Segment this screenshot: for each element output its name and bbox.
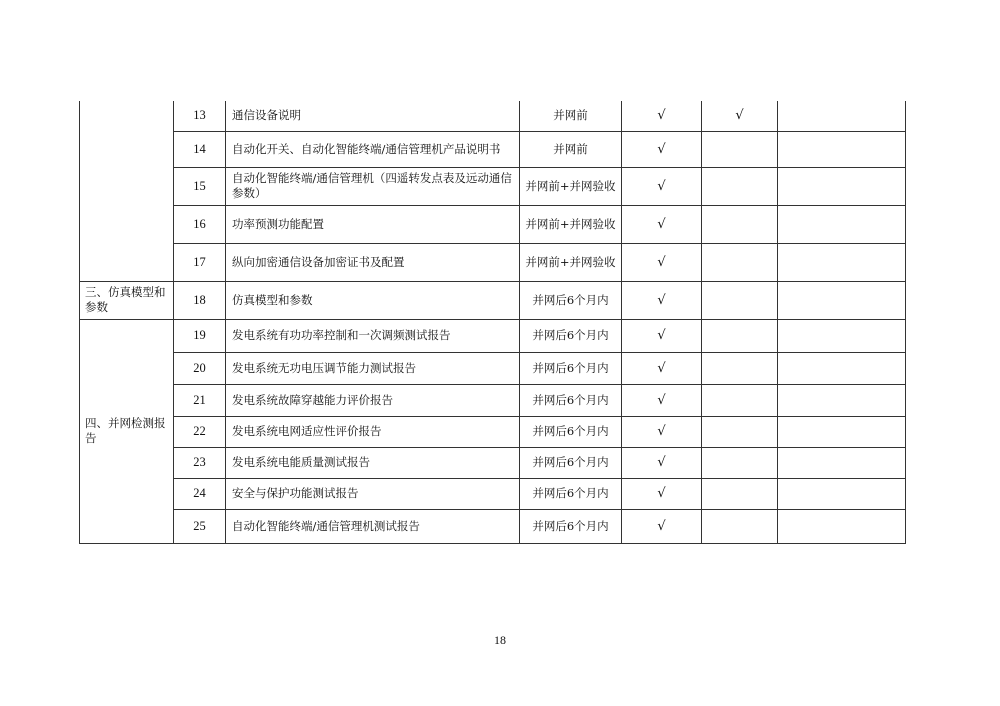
check-cell-1: √ [622,319,702,352]
table-row [80,447,906,478]
item-name-cell: 发电系统电网适应性评价报告 [226,416,520,447]
submission-time-cell: 并网后6个月内 [520,447,622,478]
remarks-cell [778,478,906,509]
check-cell-1: √ [622,167,702,205]
item-name-cell: 发电系统故障穿越能力评价报告 [226,384,520,416]
check-cell-1: √ [622,281,702,319]
table-row [80,509,906,543]
table-row [80,101,906,131]
remarks-cell [778,447,906,478]
check-cell-1: √ [622,384,702,416]
remarks-cell [778,384,906,416]
item-number-cell: 25 [174,509,226,543]
check-cell-1: √ [622,416,702,447]
submission-time-cell: 并网前 [520,131,622,167]
submission-time-cell: 并网后6个月内 [520,319,622,352]
submission-time-cell: 并网后6个月内 [520,384,622,416]
check-cell-2 [702,319,778,352]
submission-time-cell: 并网后6个月内 [520,416,622,447]
item-number-cell: 13 [174,101,226,131]
check-cell-2 [702,384,778,416]
remarks-cell [778,352,906,384]
item-number-cell: 15 [174,167,226,205]
table-row [80,167,906,205]
requirements-table [79,101,906,544]
item-number-cell: 16 [174,205,226,243]
check-cell-1: √ [622,131,702,167]
check-cell-2 [702,352,778,384]
submission-time-cell: 并网前+并网验收 [520,243,622,281]
table-row [80,416,906,447]
table-row [80,205,906,243]
item-number-cell: 20 [174,352,226,384]
remarks-cell [778,205,906,243]
item-name-cell: 发电系统无功电压调节能力测试报告 [226,352,520,384]
submission-time-cell: 并网后6个月内 [520,352,622,384]
item-number-cell: 22 [174,416,226,447]
item-name-cell: 通信设备说明 [226,101,520,131]
check-cell-2 [702,167,778,205]
check-cell-2 [702,416,778,447]
check-cell-2 [702,509,778,543]
submission-time-cell: 并网前+并网验收 [520,167,622,205]
table-row [80,243,906,281]
table-row [80,131,906,167]
item-name-cell: 安全与保护功能测试报告 [226,478,520,509]
item-name-cell: 自动化智能终端/通信管理机（四遥转发点表及远动通信参数） [226,167,520,205]
submission-time-cell: 并网后6个月内 [520,478,622,509]
check-cell-2 [702,131,778,167]
remarks-cell [778,509,906,543]
item-name-cell: 发电系统有功功率控制和一次调频测试报告 [226,319,520,352]
check-cell-1: √ [622,509,702,543]
check-cell-2: √ [702,101,778,131]
submission-time-cell: 并网前+并网验收 [520,205,622,243]
remarks-cell [778,167,906,205]
check-cell-2 [702,281,778,319]
table-row [80,384,906,416]
check-cell-1: √ [622,101,702,131]
item-number-cell: 19 [174,319,226,352]
item-name-cell: 功率预测功能配置 [226,205,520,243]
item-number-cell: 24 [174,478,226,509]
item-number-cell: 17 [174,243,226,281]
submission-time-cell: 并网前 [520,101,622,131]
table-row [80,281,906,319]
remarks-cell [778,319,906,352]
item-name-cell: 自动化智能终端/通信管理机测试报告 [226,509,520,543]
item-name-cell: 纵向加密通信设备加密证书及配置 [226,243,520,281]
check-cell-2 [702,243,778,281]
remarks-cell [778,416,906,447]
check-cell-2 [702,447,778,478]
item-name-cell: 发电系统电能质量测试报告 [226,447,520,478]
category-cell: 三、仿真模型和参数 [80,281,174,319]
table-row [80,319,906,352]
check-cell-1: √ [622,478,702,509]
page-number: 18 [494,633,506,647]
category-cell [80,101,174,281]
item-number-cell: 14 [174,131,226,167]
item-number-cell: 23 [174,447,226,478]
item-number-cell: 18 [174,281,226,319]
table-row [80,352,906,384]
item-number-cell: 21 [174,384,226,416]
check-cell-1: √ [622,447,702,478]
remarks-cell [778,101,906,131]
submission-time-cell: 并网后6个月内 [520,509,622,543]
item-name-cell: 自动化开关、自动化智能终端/通信管理机产品说明书 [226,131,520,167]
check-cell-1: √ [622,205,702,243]
check-cell-2 [702,478,778,509]
remarks-cell [778,131,906,167]
check-cell-2 [702,205,778,243]
check-cell-1: √ [622,352,702,384]
category-cell: 四、并网检测报告 [80,319,174,543]
remarks-cell [778,243,906,281]
remarks-cell [778,281,906,319]
item-name-cell: 仿真模型和参数 [226,281,520,319]
table-row [80,478,906,509]
check-cell-1: √ [622,243,702,281]
submission-time-cell: 并网后6个月内 [520,281,622,319]
